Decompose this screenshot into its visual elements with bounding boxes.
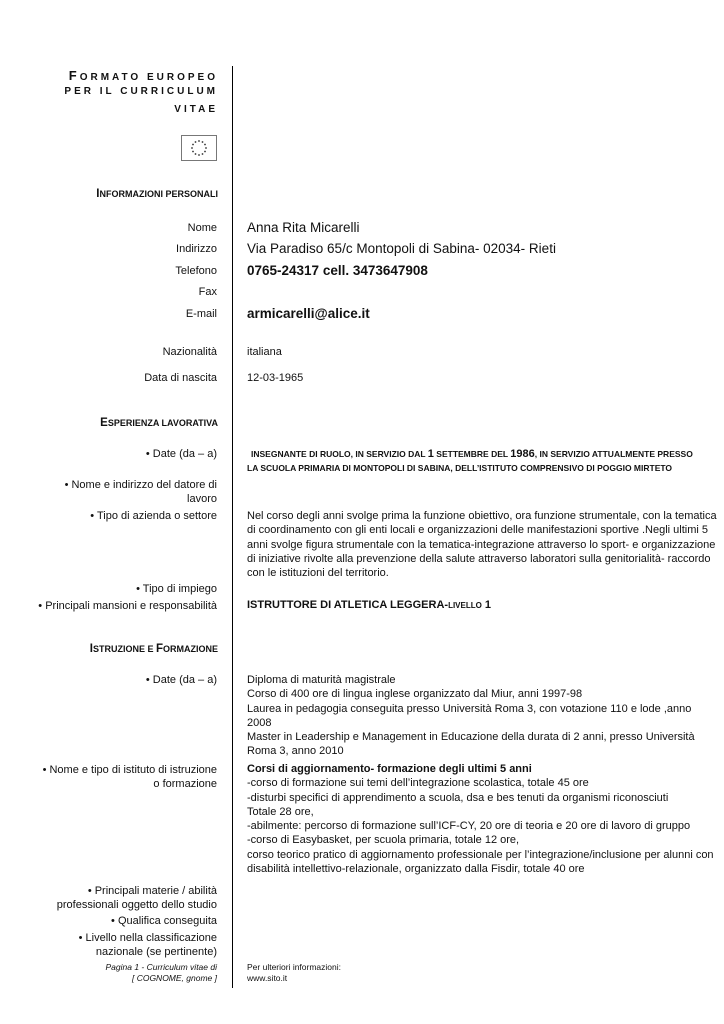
- cv-format-title-line3: VITAE: [174, 104, 218, 115]
- duties-value: ISTRUTTORE DI ATLETICA LEGGERA-LIVELLO 1: [247, 599, 492, 611]
- institute-label-1: • Nome e tipo di istituto di istruzione: [42, 764, 217, 776]
- education-date-list: Diploma di maturità magistrale Corso di 400 ore di lingua inglese organizzato dal Miur, anni 1997-98 Laurea in pedagogia conseguita presso Università Roma 3, con votazione 110 e lode ,anno 2008 Master in Leadership e Management in Educazione della durata di 2 anni, presso Università Roma 3, anno 2010: [247, 674, 695, 758]
- eu-flag-icon: [181, 135, 217, 161]
- nome-value: Anna Rita Micarelli: [247, 220, 360, 235]
- telefono-label: Telefono: [175, 265, 217, 277]
- employer-label-1: • Nome e indirizzo del datore di: [64, 479, 217, 491]
- telefono-value: 0765-24317 cell. 3473647908: [247, 263, 428, 278]
- work-date-value-line1: INSEGNANTE DI RUOLO, IN SERVIZIO DAL 1 SETTEMBRE DEL 1986, IN SERVIZIO ATTUALMENTE PRESSO: [251, 448, 693, 460]
- level-label-1: • Livello nella classificazione: [78, 932, 217, 944]
- employer-label-2: lavoro: [187, 493, 217, 505]
- nazionalita-label: Nazionalità: [162, 346, 217, 358]
- sector-description: Nel corso degli anni svolge prima la funzione obiettivo, ora funzione strumentale, con la tematica di coordinamento con gli enti locali e organizzazioni delle manifestazioni sportive .Negli ultimi 5 anni svolge figura strumentale con la tematica-integrazione attraverso lo sport- e organizzazione di iniziative rivolte alla prevenzione della salute attraverso laboratori sulla genitorialità- raccordo con le istituzioni del territorio.: [247, 510, 717, 580]
- cv-format-title-line1: FORMATO EUROPEO: [68, 68, 218, 83]
- section-title-personal: INFORMAZIONI PERSONALI: [96, 188, 218, 200]
- email-label: E-mail: [185, 308, 217, 320]
- nascita-label: Data di nascita: [144, 372, 217, 384]
- institute-label-2: o formazione: [153, 778, 217, 790]
- courses-title: Corsi di aggiornamento- formazione degli ultimi 5 anni: [247, 763, 532, 775]
- nascita-value: 12-03-1965: [247, 372, 304, 384]
- nome-label: Nome: [187, 222, 217, 234]
- column-divider: [232, 66, 233, 988]
- indirizzo-value: Via Paradiso 65/c Montopoli di Sabina- 02034- Rieti: [247, 241, 556, 256]
- employment-type-label: • Tipo di impiego: [136, 583, 217, 595]
- qualification-label: • Qualifica conseguita: [111, 915, 217, 927]
- subjects-label-1: • Principali materie / abilità: [87, 885, 217, 897]
- duties-label: • Principali mansioni e responsabilità: [38, 600, 217, 612]
- indirizzo-label: Indirizzo: [176, 243, 217, 255]
- footer-page-info: Pagina 1 - Curriculum vitae di [ COGNOME, gnome ]: [105, 962, 217, 983]
- section-title-work: ESPERIENZA LAVORATIVA: [100, 417, 218, 429]
- work-date-value-line2: LA SCUOLA PRIMARIA DI MONTOPOLI DI SABINA, DELL’ISTITUTO COMPRENSIVO DI POGGIO MIRTETO: [247, 463, 673, 473]
- cv-format-title-line2: PER IL CURRICULUM: [64, 86, 218, 97]
- email-value[interactable]: armicarelli@alice.it: [247, 306, 370, 321]
- work-date-label: • Date (da – a): [145, 448, 217, 460]
- level-label-2: nazionale (se pertinente): [95, 946, 217, 958]
- nazionalita-value: italiana: [247, 346, 282, 358]
- courses-list: Corsi di aggiornamento- formazione degli ultimi 5 anni -corso di formazione sui temi dell’integrazione scolastica, totale 45 ore -disturbi specifici di apprendimento a scuola, dsa e bes tenuti da organismi riconosciuti Totale 28 ore, -abilmente: percorso di formazione sull’ICF-CY, 20 ore di teoria e 20 ore di lavoro di gruppo -corso di Easybasket, per scuola primaria, totale 12 ore, corso teorico pratico di aggiornamento professionale per l’integrazione/inclusione per alunni con disabilità intellettivo-relazionale, organizzato dalla Fisdir, totale 40 ore: [247, 763, 714, 876]
- education-date-label: • Date (da – a): [145, 674, 217, 686]
- subjects-label-2: professionali oggetto dello studio: [56, 899, 217, 911]
- footer-more-info: Per ulteriori informazioni: www.sito.it: [247, 962, 342, 983]
- sector-label: • Tipo di azienda o settore: [90, 510, 217, 522]
- section-title-education: ISTRUZIONE E FORMAZIONE: [89, 643, 218, 655]
- fax-label: Fax: [198, 286, 217, 298]
- footer-website-link[interactable]: www.sito.it: [247, 973, 288, 983]
